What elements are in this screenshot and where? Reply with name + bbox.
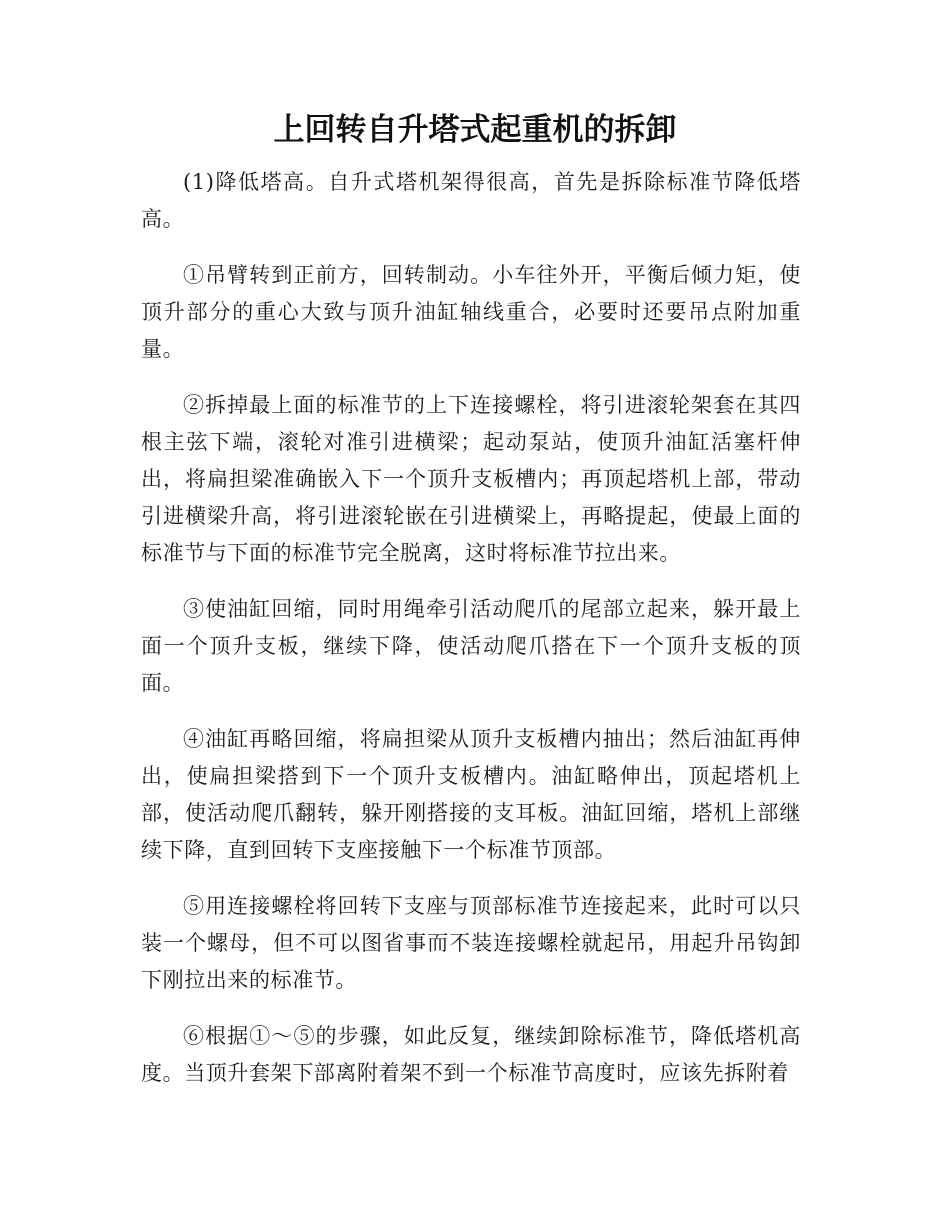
document-body (141, 164, 801, 1111)
paragraph-step-1: ①吊臂转到正前方，回转制动。小车往外开，平衡后倾力矩，使顶升部分的重心大致与顶升油缸轴线重合，必要时还要吊点附加重量。 (141, 263, 801, 361)
paragraph-step-6: ⑥根据①～⑤的步骤，如此反复，继续卸除标准节，降低塔机高度。当顶升套架下部离附着架不到一个标准节高度时，应该先拆附着 (141, 1024, 801, 1085)
paragraph-step-4: ④油缸再略回缩，将扁担梁从顶升支板槽内抽出；然后油缸再伸出，使扁担梁搭到下一个顶升支板槽内。油缸略伸出，顶起塔机上部，使活动爬爪翻转，躲开刚搭接的支耳板。油缸回缩，塔机上部继续下降，直到回转下支座接触下一个标准节顶部。 (141, 727, 801, 862)
paragraph-step-5: ⑤用连接螺栓将回转下支座与顶部标准节连接起来，此时可以只装一个螺母，但不可以图省事而不装连接螺栓就起吊，用起升吊钩卸下刚拉出来的标准节。 (141, 894, 801, 992)
paragraph-step-3: ③使油缸回缩，同时用绳牵引活动爬爪的尾部立起来，躲开最上面一个顶升支板，继续下降，使活动爬爪搭在下一个顶升支板的顶面。 (141, 597, 801, 695)
document-title: 上回转自升塔式起重机的拆卸 (273, 112, 677, 148)
paragraph-intro: (1)降低塔高。自升式塔机架得很高，首先是拆除标准节降低塔高。 (141, 170, 801, 231)
paragraph-step-2: ②拆掉最上面的标准节的上下连接螺栓，将引进滚轮架套在其四根主弦下端，滚轮对准引进横梁；起动泵站，使顶升油缸活塞杆伸出，将扁担梁准确嵌入下一个顶升支板槽内；再顶起塔机上部，带动引进横梁升高，将引进滚轮嵌在引进横梁上，再略提起，使最上面的标准节与下面的标准节完全脱离，这时将标准节拉出来。 (141, 393, 801, 565)
